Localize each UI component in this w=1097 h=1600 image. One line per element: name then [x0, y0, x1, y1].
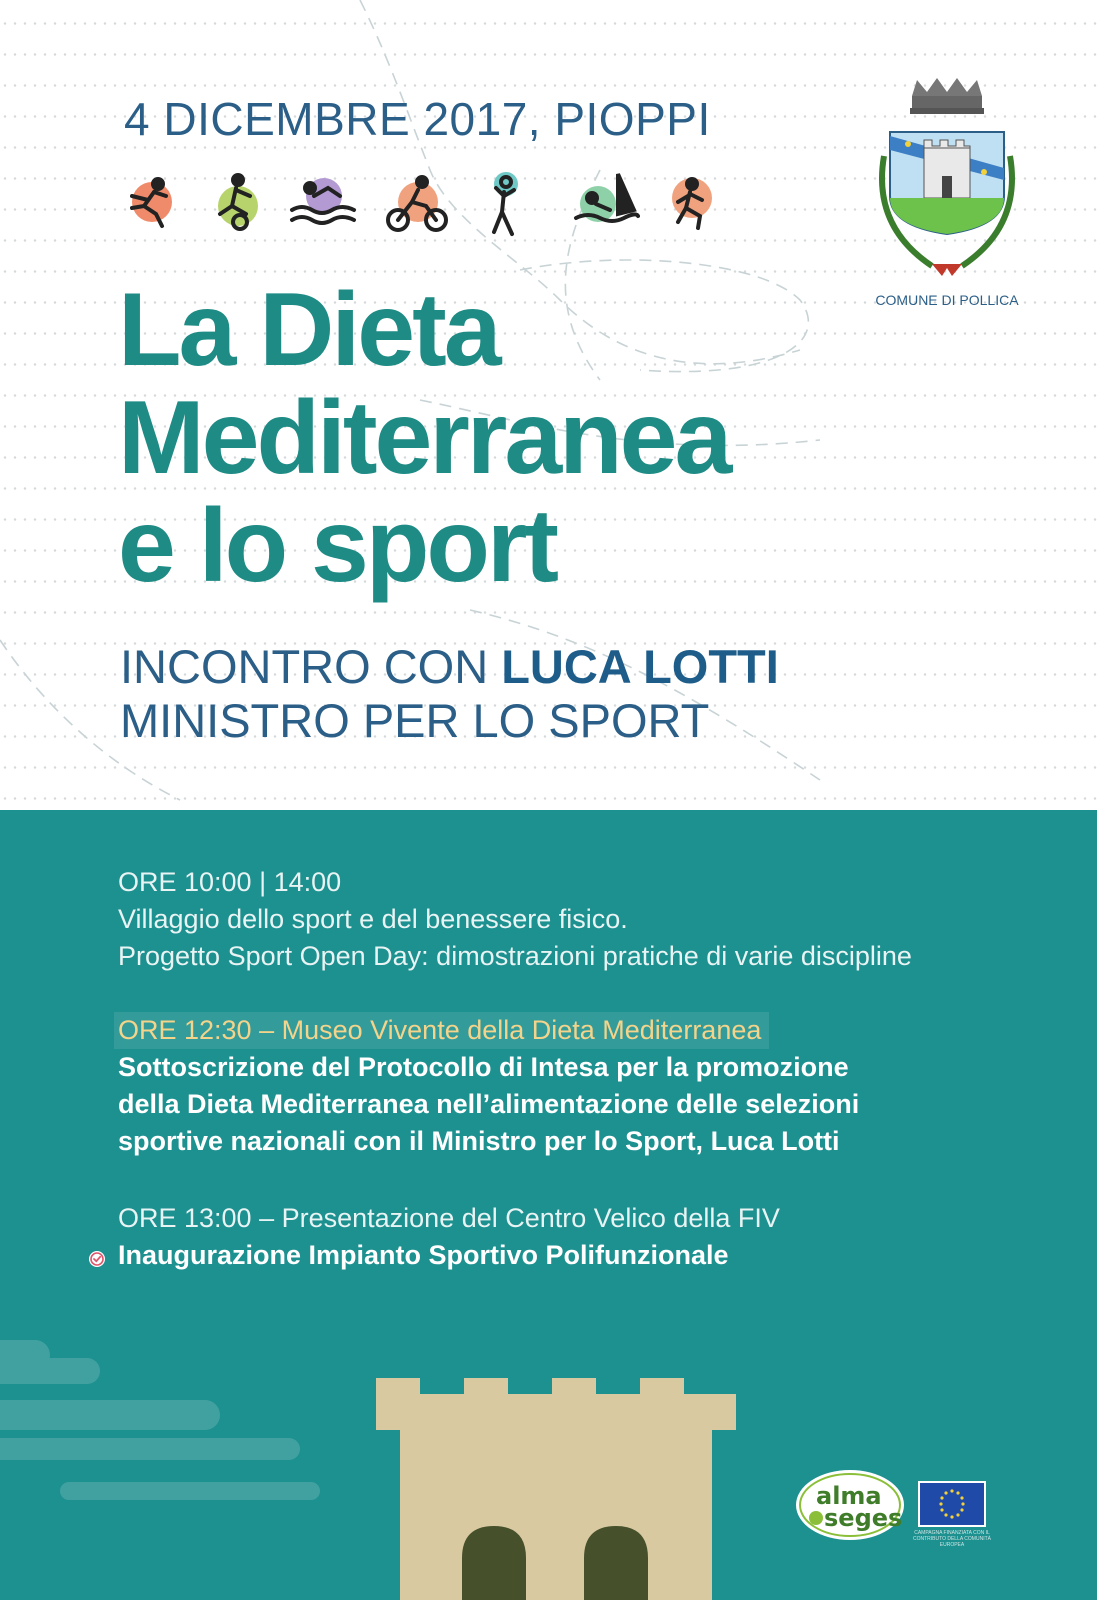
volleyball-icon: [472, 166, 542, 240]
eu-flag-logo: [918, 1481, 986, 1527]
minister-name: LUCA LOTTI: [501, 640, 779, 693]
program-section: [0, 810, 1097, 1600]
cycling-icon: [382, 166, 452, 240]
athletics-icon: [658, 166, 728, 240]
program-time-2-highlight: ORE 12:30 – Museo Vivente della Dieta Mediterranea: [114, 1012, 769, 1049]
eu-caption: CAMPAGNA FINANZIATA CON IL CONTRIBUTO DELLA COMUNITÀ EUROPEA: [913, 1530, 991, 1548]
subtitle-line-2: MINISTRO PER LO SPORT: [120, 694, 710, 747]
sailing-icon: [570, 166, 640, 240]
svg-text:alma: alma: [816, 1482, 882, 1510]
check-badge-icon: [88, 1250, 106, 1268]
event-date-location: 4 DICEMBRE 2017, PIOPPI: [124, 93, 711, 145]
program-text-1a: Villaggio dello sport e del benessere fisico.: [118, 904, 628, 934]
program-text-2c: sportive nazionali con il Ministro per lo Sport, Luca Lotti: [118, 1126, 840, 1156]
subtitle-prefix: INCONTRO CON: [120, 640, 502, 693]
program-time-1: ORE 10:00 | 14:00: [118, 867, 342, 897]
program-time-3: ORE 13:00 – Presentazione del Centro Velico della FIV: [118, 1203, 780, 1233]
swimming-icon: [288, 166, 358, 240]
subtitle: [120, 640, 779, 748]
main-title: [118, 272, 730, 604]
title-line-3: e lo sport: [118, 488, 557, 604]
crest-label: COMUNE DI POLLICA: [875, 292, 1019, 308]
program-text-2a: Sottoscrizione del Protocollo di Intesa per la promozione: [118, 1052, 849, 1082]
program-item-3: [118, 1200, 780, 1274]
program-text-3a: Inaugurazione Impianto Sportivo Polifunzionale: [118, 1240, 729, 1270]
program-item-2: [118, 1012, 859, 1160]
title-line-2: Mediterranea: [118, 380, 730, 496]
alma-seges-logo: [794, 1468, 906, 1542]
subtitle-line-1: [120, 640, 779, 694]
program-text-2b: della Dieta Mediterranea nell’alimentazione delle selezioni: [118, 1089, 860, 1119]
title-line-1: La Dieta: [118, 272, 499, 388]
soccer-icon: [204, 166, 274, 240]
program-text-1b: Progetto Sport Open Day: dimostrazioni pratiche di varie discipline: [118, 941, 912, 971]
program-item-1: [118, 864, 912, 975]
svg-text:seges: seges: [824, 1504, 903, 1532]
running-icon: [118, 166, 188, 240]
comune-di-pollica-crest: [872, 76, 1022, 286]
